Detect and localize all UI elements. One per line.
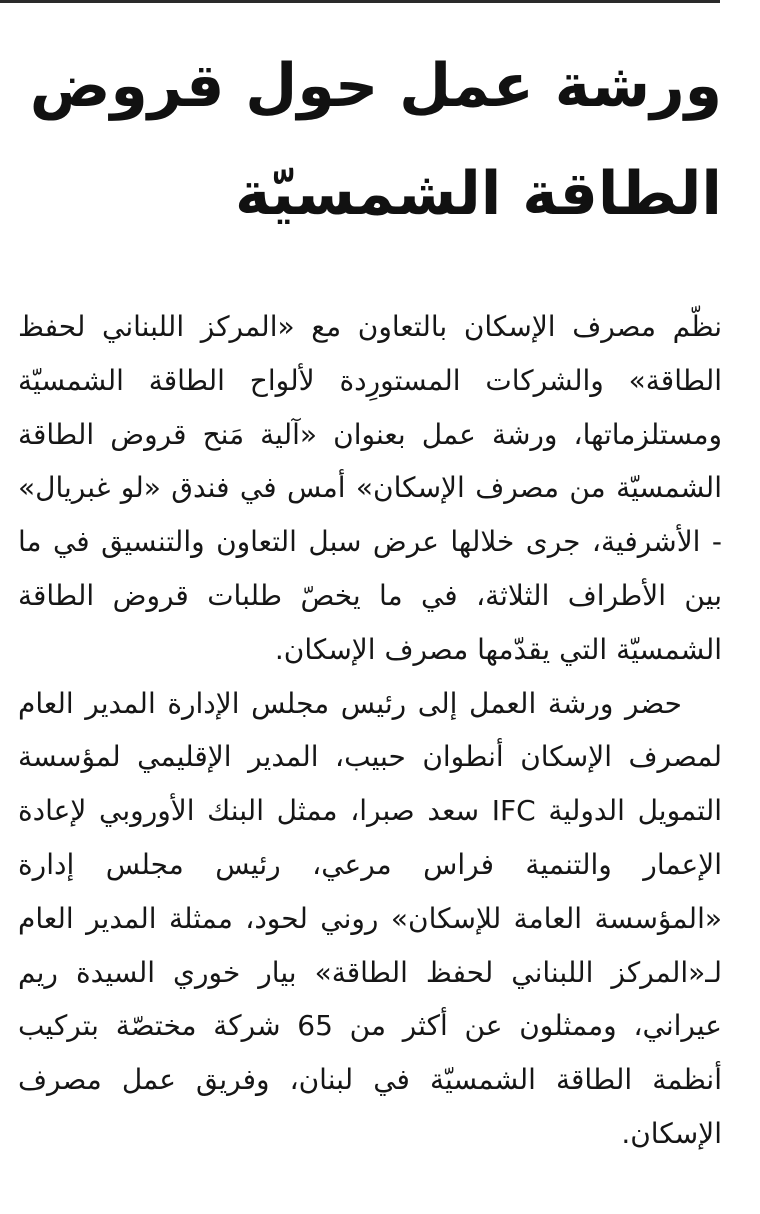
article-headline bbox=[18, 32, 722, 248]
headline-line-1: ورشة عمل حول قروض bbox=[29, 51, 722, 121]
article-paragraph-1: نظّم مصرف الإسكان بالتعاون مع «المركز اللبناني لحفظ الطاقة» والشركات المستورِدة لألواح الطاقة الشمسيّة ومستلزماتها، ورشة عمل بعنوان «آلية مَنح قروض الطاقة الشمسيّة من مصرف الإسكان» أمس في فندق «لو غبريال» - الأشرفية، جرى خلالها عرض سبل التعاون والتنسيق في ما بين الأطراف الثلاثة، في ما يخصّ طلبات قروض الطاقة الشمسيّة التي يقدّمها مصرف الإسكان. bbox=[18, 310, 722, 666]
headline-line-2: الطاقة الشمسيّة bbox=[235, 159, 722, 229]
top-divider-rule bbox=[0, 0, 720, 3]
article-paragraph-2: حضر ورشة العمل إلى رئيس مجلس الإدارة المدير العام لمصرف الإسكان أنطوان حبيب، المدير الإقليمي لمؤسسة التمويل الدولية IFC سعد صبرا، ممثل البنك الأوروبي لإعادة الإعمار والتنمية فراس مرعي، رئيس مجلس إدارة «المؤسسة العامة للإسكان» روني لحود، ممثلة المدير العام لـ«المركز اللبناني لحفظ الطاقة» بيار خوري السيدة ريم عيراني، وممثلون عن أكثر من 65 شركة مختصّة بتركيب أنظمة الطاقة الشمسيّة في لبنان، وفريق عمل مصرف الإسكان. bbox=[18, 686, 723, 1150]
article-body bbox=[18, 300, 722, 1161]
news-article bbox=[18, 32, 722, 1161]
